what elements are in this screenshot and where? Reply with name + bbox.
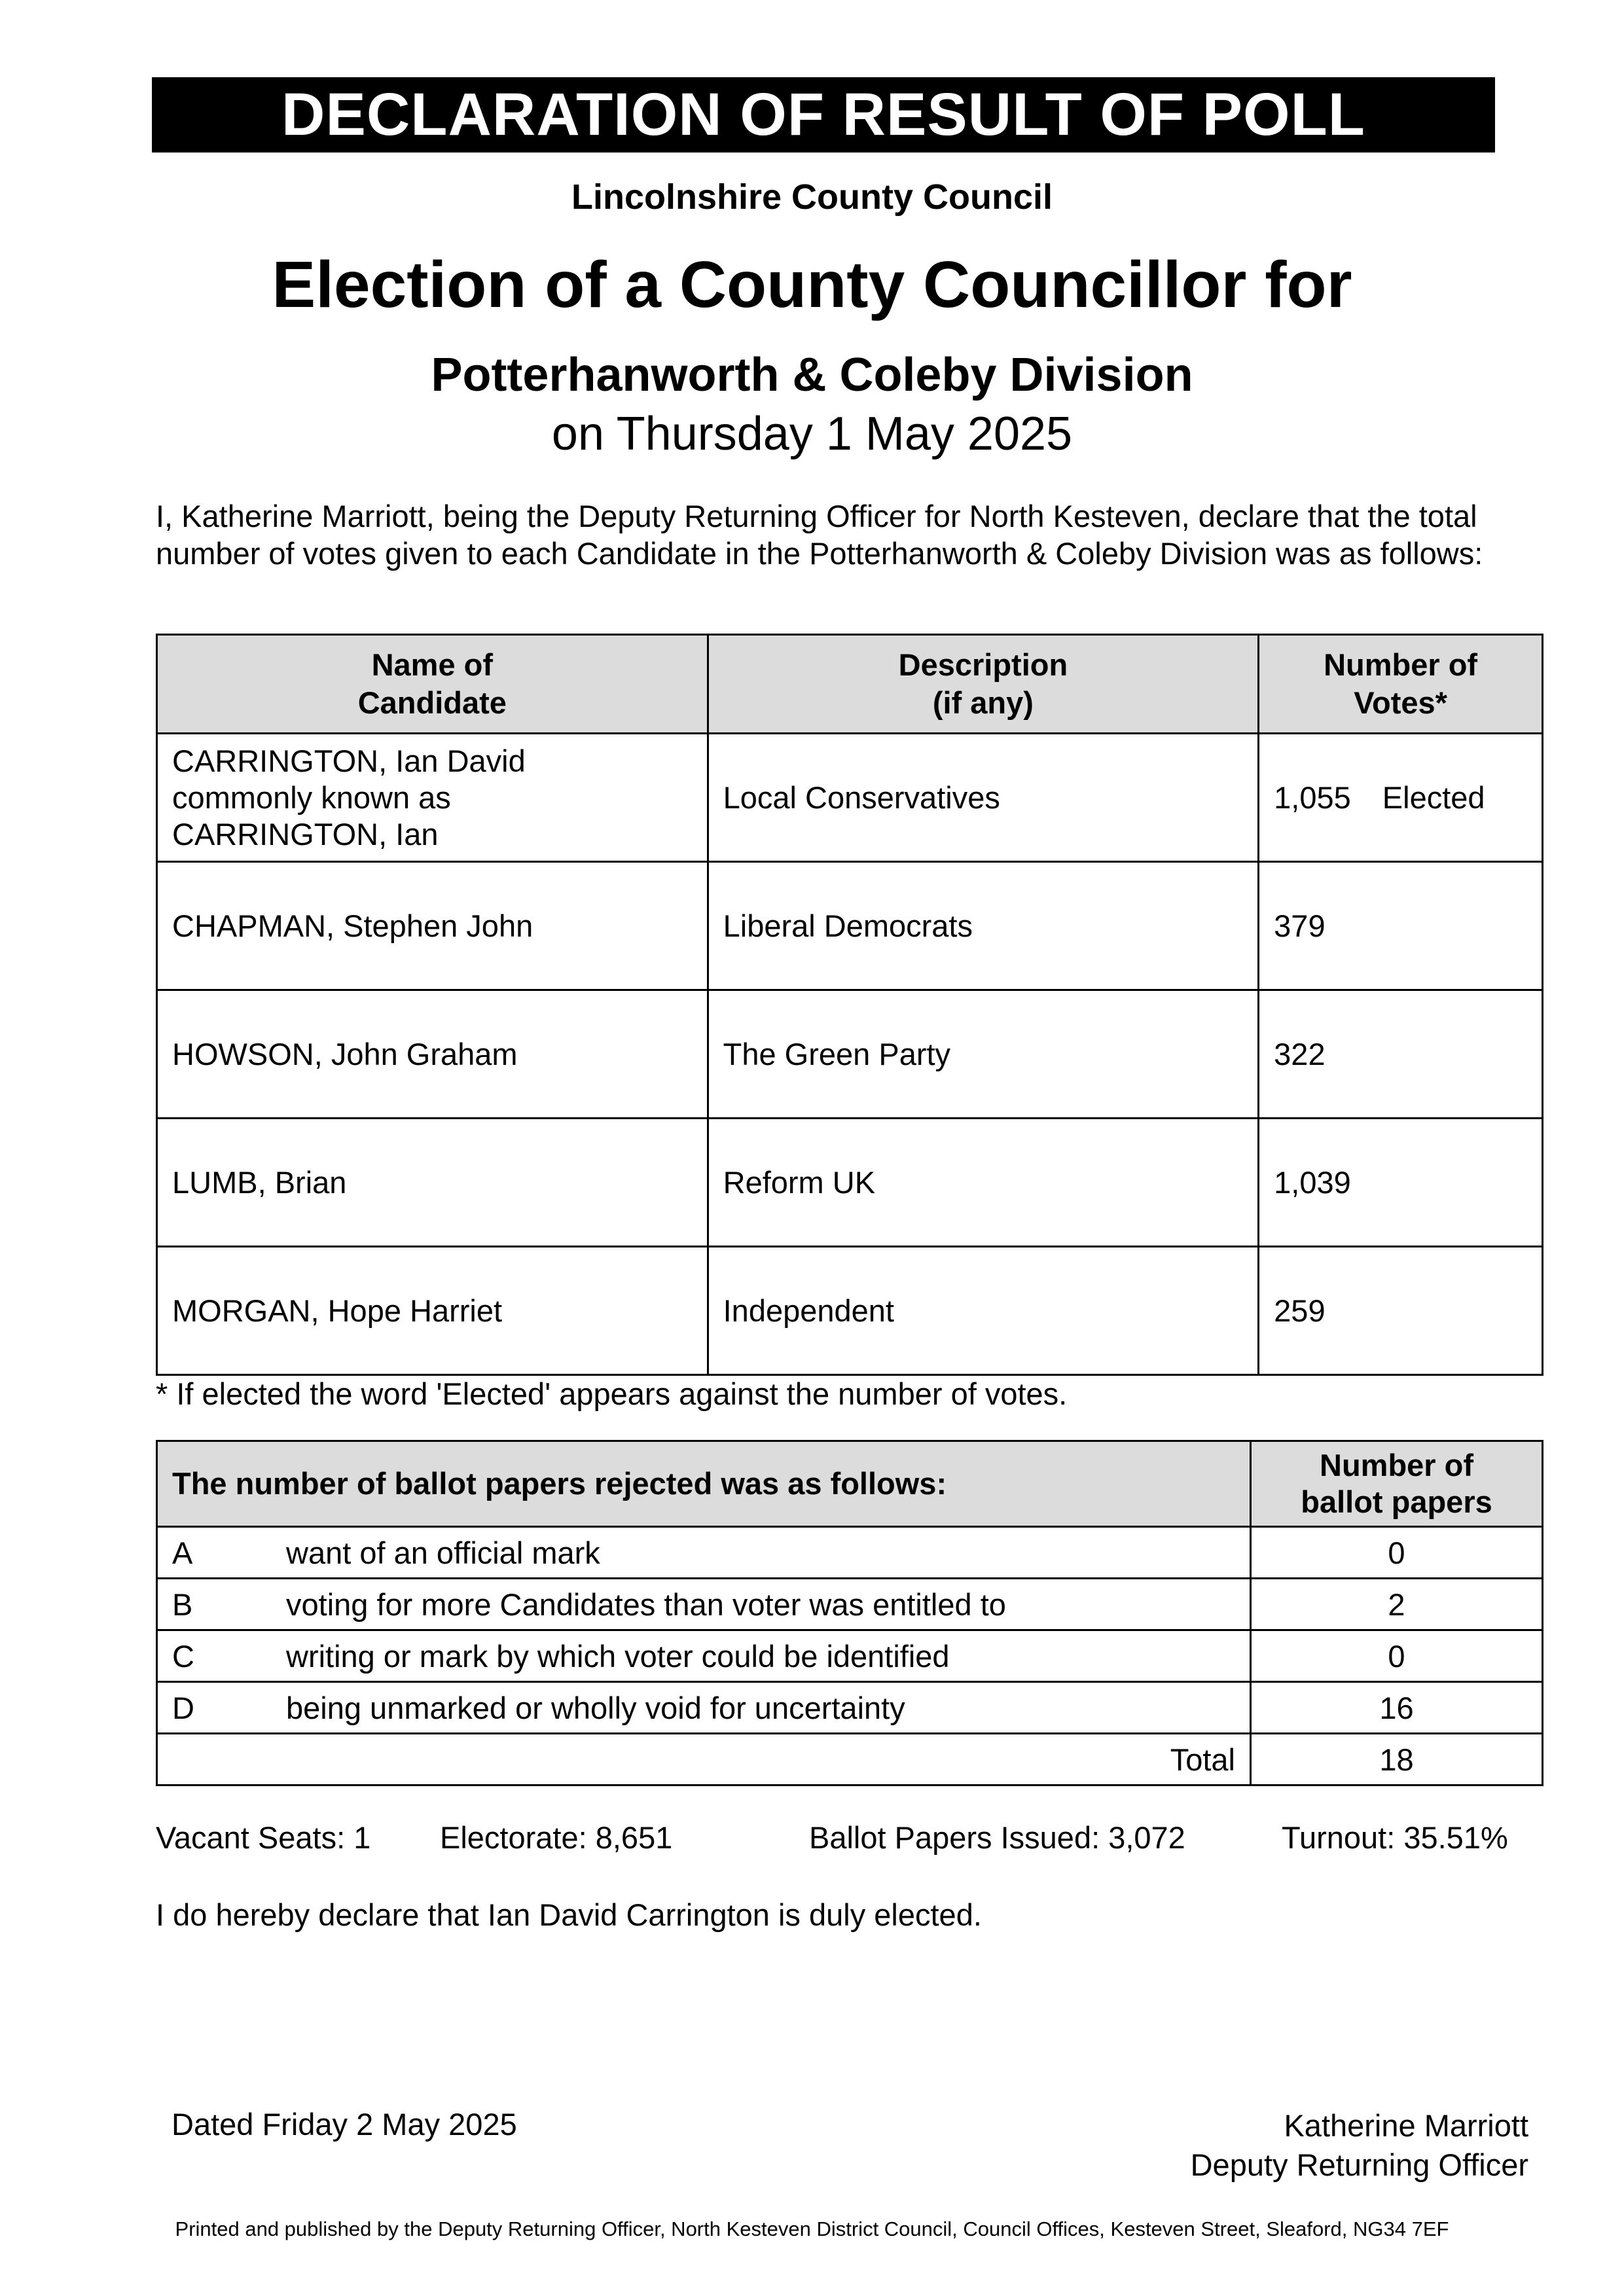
candidate-votes: 1,039	[1259, 1119, 1543, 1247]
declaration-banner: DECLARATION OF RESULT OF POLL	[152, 77, 1495, 152]
header-votes: Number of Votes*	[1259, 635, 1543, 734]
candidate-votes: 379	[1259, 862, 1543, 990]
table-row	[157, 734, 1543, 862]
signer-title: Deputy Returning Officer	[1190, 2147, 1528, 2182]
intro-paragraph: I, Katherine Marriott, being the Deputy Returning Officer for North Kesteven, declare that the total number of votes given to each Candidate in the Potterhanworth & Coleby Division was as follows:	[156, 499, 1483, 571]
rejection-reason: being unmarked or wholly void for uncertainty	[272, 1682, 1251, 1734]
rejection-reason: voting for more Candidates than voter was entitled to	[272, 1579, 1251, 1630]
rejection-letter: D	[157, 1682, 272, 1734]
candidate-votes: 322	[1259, 990, 1543, 1119]
table-row	[157, 1682, 1543, 1734]
elected-status: Elected	[1382, 780, 1485, 815]
candidate-votes: 1,055 Elected	[1259, 734, 1543, 862]
candidates-table	[156, 634, 1543, 1376]
header-description: Description (if any)	[708, 635, 1259, 734]
ballot-papers-issued: Ballot Papers Issued: 3,072	[809, 1820, 1185, 1855]
candidates-header-row	[157, 635, 1543, 734]
table-row	[157, 1579, 1543, 1630]
table-row	[157, 1119, 1543, 1247]
rejection-count: 16	[1251, 1682, 1543, 1734]
table-row	[157, 1527, 1543, 1579]
imprint: Printed and published by the Deputy Returning Officer, North Kesteven District Council, Council Offices, Kesteven Street, Sleaford, NG34 7EF	[175, 2217, 1449, 2240]
rejected-ballots-table	[156, 1440, 1543, 1786]
candidate-name: CARRINGTON, Ian David commonly known as CARRINGTON, Ian	[157, 734, 708, 862]
candidate-name: CHAPMAN, Stephen John	[157, 862, 708, 990]
candidate-name: LUMB, Brian	[157, 1119, 708, 1247]
total-count: 18	[1251, 1734, 1543, 1785]
rejected-header-row	[157, 1441, 1543, 1527]
division-name: Potterhanworth & Coleby Division	[431, 349, 1193, 401]
rejection-letter: A	[157, 1527, 272, 1579]
table-row	[157, 1630, 1543, 1682]
rejected-header-count: Number of ballot papers	[1251, 1441, 1543, 1527]
candidate-description: Local Conservatives	[708, 734, 1259, 862]
rejected-header-label: The number of ballot papers rejected was as follows:	[157, 1441, 1251, 1527]
poll-date: on Thursday 1 May 2025	[551, 408, 1073, 460]
table-row	[157, 990, 1543, 1119]
total-label: Total	[157, 1734, 1251, 1785]
election-title: Election of a County Councillor for	[272, 248, 1352, 321]
rejection-reason: want of an official mark	[272, 1527, 1251, 1579]
candidate-name: HOWSON, John Graham	[157, 990, 708, 1119]
signer-name: Katherine Marriott	[1284, 2108, 1528, 2143]
table-row	[157, 1247, 1543, 1375]
declaration-statement: I do hereby declare that Ian David Carrington is duly elected.	[156, 1897, 982, 1932]
signature-block	[1191, 2106, 1528, 2185]
rejection-letter: C	[157, 1630, 272, 1682]
electorate: Electorate: 8,651	[440, 1820, 673, 1855]
vacant-seats: Vacant Seats: 1	[156, 1820, 371, 1855]
rejection-count: 0	[1251, 1527, 1543, 1579]
candidate-votes: 259	[1259, 1247, 1543, 1375]
candidate-name: MORGAN, Hope Harriet	[157, 1247, 708, 1375]
rejection-count: 2	[1251, 1579, 1543, 1630]
rejection-count: 0	[1251, 1630, 1543, 1682]
rejection-letter: B	[157, 1579, 272, 1630]
candidate-description: Independent	[708, 1247, 1259, 1375]
candidate-description: Liberal Democrats	[708, 862, 1259, 990]
candidate-description: Reform UK	[708, 1119, 1259, 1247]
header-name: Name of Candidate	[157, 635, 708, 734]
rejection-reason: writing or mark by which voter could be identified	[272, 1630, 1251, 1682]
table-row	[157, 862, 1543, 990]
candidate-description: The Green Party	[708, 990, 1259, 1119]
elected-footnote: * If elected the word 'Elected' appears against the number of votes.	[156, 1376, 1068, 1411]
dated-line: Dated Friday 2 May 2025	[171, 2107, 517, 2142]
council-name: Lincolnshire County Council	[571, 177, 1053, 217]
total-row	[157, 1734, 1543, 1785]
turnout: Turnout: 35.51%	[1282, 1820, 1508, 1855]
